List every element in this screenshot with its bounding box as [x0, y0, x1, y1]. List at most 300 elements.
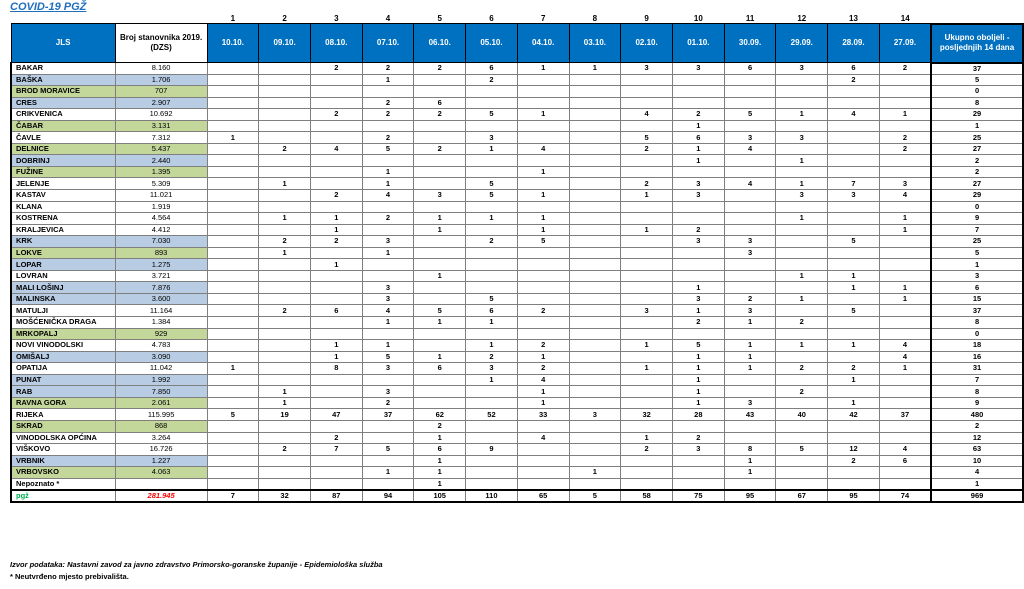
case-count-cell	[828, 155, 880, 167]
case-count-cell: 4	[362, 305, 414, 317]
date-header: 01.10.	[672, 24, 724, 63]
case-count-cell	[776, 86, 828, 98]
case-count-cell: 1	[672, 305, 724, 317]
case-count-cell	[776, 351, 828, 363]
case-count-cell	[466, 328, 518, 340]
case-count-cell	[724, 86, 776, 98]
case-count-cell: 1	[724, 340, 776, 352]
municipality-name: ČAVLE	[11, 132, 115, 144]
case-count-cell: 3	[362, 282, 414, 294]
population-cell: 7.030	[115, 236, 207, 248]
case-count-cell	[517, 155, 569, 167]
case-count-cell: 1	[724, 467, 776, 479]
case-count-cell: 3	[414, 190, 466, 202]
table-row	[11, 409, 1023, 421]
case-count-cell: 1	[672, 143, 724, 155]
population-cell: 5.309	[115, 178, 207, 190]
case-count-cell: 1	[828, 270, 880, 282]
case-count-cell: 1	[776, 293, 828, 305]
case-count-cell	[259, 109, 311, 121]
total-cell: 2	[931, 166, 1023, 178]
case-count-cell: 4	[879, 190, 931, 202]
case-count-cell	[466, 259, 518, 271]
case-count-cell	[828, 224, 880, 236]
population-cell: 3.600	[115, 293, 207, 305]
case-count-cell	[828, 143, 880, 155]
case-count-cell: 2	[621, 178, 673, 190]
total-cell: 0	[931, 201, 1023, 213]
total-cell: 15	[931, 293, 1023, 305]
case-count-cell	[828, 328, 880, 340]
case-count-cell	[207, 178, 259, 190]
date-header: 29.09.	[776, 24, 828, 63]
daily-total-cell: 105	[414, 490, 466, 502]
total-cell: 1	[931, 120, 1023, 132]
case-count-cell: 3	[569, 409, 621, 421]
case-count-cell	[776, 97, 828, 109]
case-count-cell	[621, 270, 673, 282]
day-number-row	[11, 14, 1023, 24]
case-count-cell: 3	[724, 305, 776, 317]
case-count-cell: 1	[466, 213, 518, 225]
case-count-cell: 2	[879, 143, 931, 155]
municipality-name: RAVNA GORA	[11, 397, 115, 409]
case-count-cell	[828, 432, 880, 444]
case-count-cell	[466, 201, 518, 213]
case-count-cell: 33	[517, 409, 569, 421]
case-count-cell	[414, 166, 466, 178]
population-cell: 3.131	[115, 120, 207, 132]
case-count-cell	[259, 282, 311, 294]
case-count-cell: 6	[310, 305, 362, 317]
population-cell: 1.395	[115, 166, 207, 178]
case-count-cell	[259, 201, 311, 213]
case-count-cell	[310, 97, 362, 109]
case-count-cell: 1	[569, 467, 621, 479]
municipality-name: MALINSKA	[11, 293, 115, 305]
municipality-name: RAB	[11, 386, 115, 398]
case-count-cell: 1	[517, 397, 569, 409]
case-count-cell	[207, 444, 259, 456]
case-count-cell	[414, 74, 466, 86]
case-count-cell: 5	[466, 293, 518, 305]
case-count-cell: 2	[362, 397, 414, 409]
case-count-cell: 3	[362, 386, 414, 398]
total-cell: 27	[931, 143, 1023, 155]
case-count-cell: 7	[310, 444, 362, 456]
table-row	[11, 178, 1023, 190]
case-count-cell	[207, 386, 259, 398]
total-cell: 37	[931, 305, 1023, 317]
municipality-name: JELENJE	[11, 178, 115, 190]
population-cell: 707	[115, 86, 207, 98]
municipality-name: OPATIJA	[11, 363, 115, 375]
table-row	[11, 328, 1023, 340]
case-count-cell: 3	[724, 132, 776, 144]
case-count-cell: 1	[672, 155, 724, 167]
pgz-label: pgž	[11, 490, 115, 502]
case-count-cell	[879, 270, 931, 282]
date-header: 02.10.	[621, 24, 673, 63]
municipality-name: LOPAR	[11, 259, 115, 271]
population-cell: 1.706	[115, 74, 207, 86]
case-count-cell	[259, 190, 311, 202]
case-count-cell	[207, 143, 259, 155]
case-count-cell	[466, 478, 518, 490]
case-count-cell	[879, 74, 931, 86]
case-count-cell	[414, 132, 466, 144]
case-count-cell: 1	[259, 213, 311, 225]
case-count-cell	[310, 282, 362, 294]
case-count-cell	[621, 166, 673, 178]
case-count-cell	[828, 478, 880, 490]
total-cell: 5	[931, 247, 1023, 259]
case-count-cell	[621, 455, 673, 467]
case-count-cell	[310, 201, 362, 213]
case-count-cell: 1	[776, 340, 828, 352]
case-count-cell	[672, 166, 724, 178]
case-count-cell	[207, 190, 259, 202]
case-count-cell: 1	[776, 109, 828, 121]
case-count-cell	[466, 155, 518, 167]
case-count-cell: 5	[362, 444, 414, 456]
case-count-cell: 8	[310, 363, 362, 375]
case-count-cell	[414, 397, 466, 409]
case-count-cell	[259, 120, 311, 132]
case-count-cell: 6	[879, 455, 931, 467]
case-count-cell	[517, 478, 569, 490]
case-count-cell: 1	[517, 224, 569, 236]
case-count-cell: 2	[672, 224, 724, 236]
population-cell: 3.721	[115, 270, 207, 282]
total-row	[11, 490, 1023, 502]
case-count-cell: 1	[414, 351, 466, 363]
case-count-cell	[724, 74, 776, 86]
case-count-cell	[414, 374, 466, 386]
case-count-cell	[879, 432, 931, 444]
municipality-name: VRBOVSKO	[11, 467, 115, 479]
case-count-cell	[517, 132, 569, 144]
date-header: 27.09.	[879, 24, 931, 63]
case-count-cell	[621, 247, 673, 259]
case-count-cell: 4	[517, 374, 569, 386]
day-number: 1	[230, 14, 236, 23]
case-count-cell	[879, 166, 931, 178]
case-count-cell: 1	[879, 293, 931, 305]
case-count-cell	[569, 109, 621, 121]
case-count-cell: 2	[672, 109, 724, 121]
case-count-cell: 5	[672, 340, 724, 352]
case-count-cell	[517, 328, 569, 340]
case-count-cell: 3	[672, 444, 724, 456]
population-cell: 8.160	[115, 63, 207, 75]
case-count-cell	[414, 86, 466, 98]
case-count-cell	[569, 132, 621, 144]
case-count-cell	[569, 351, 621, 363]
population-cell: 868	[115, 420, 207, 432]
case-count-cell	[879, 328, 931, 340]
case-count-cell	[879, 247, 931, 259]
case-count-cell: 8	[724, 444, 776, 456]
case-count-cell	[569, 478, 621, 490]
case-count-cell: 5	[776, 444, 828, 456]
case-count-cell: 1	[259, 386, 311, 398]
case-count-cell	[776, 328, 828, 340]
date-header: 03.10.	[569, 24, 621, 63]
table-row	[11, 444, 1023, 456]
municipality-name: MOŠĆENIČKA DRAGA	[11, 317, 115, 329]
total-cell: 3	[931, 270, 1023, 282]
case-count-cell	[776, 420, 828, 432]
population-cell: 11.021	[115, 190, 207, 202]
case-count-cell: 5	[828, 305, 880, 317]
case-count-cell: 37	[879, 409, 931, 421]
case-count-cell: 3	[362, 363, 414, 375]
case-count-cell	[776, 397, 828, 409]
case-count-cell	[569, 444, 621, 456]
case-count-cell: 2	[828, 363, 880, 375]
case-count-cell: 9	[466, 444, 518, 456]
daily-total-cell: 87	[310, 490, 362, 502]
case-count-cell	[414, 155, 466, 167]
table-row	[11, 166, 1023, 178]
population-header: Broj stanovnika 2019. (DZS)	[115, 24, 207, 63]
case-count-cell	[724, 155, 776, 167]
table-row	[11, 467, 1023, 479]
case-count-cell: 42	[828, 409, 880, 421]
case-count-cell	[828, 97, 880, 109]
case-count-cell	[569, 201, 621, 213]
case-count-cell	[310, 455, 362, 467]
case-count-cell: 2	[362, 63, 414, 75]
case-count-cell: 2	[310, 63, 362, 75]
case-count-cell	[259, 467, 311, 479]
municipality-name: RIJEKA	[11, 409, 115, 421]
case-count-cell	[672, 213, 724, 225]
total-cell: 1	[931, 478, 1023, 490]
population-cell: 4.063	[115, 467, 207, 479]
case-count-cell	[776, 432, 828, 444]
case-count-cell: 3	[776, 132, 828, 144]
table-row	[11, 86, 1023, 98]
population-cell: 4.412	[115, 224, 207, 236]
case-count-cell: 1	[828, 374, 880, 386]
case-count-cell: 28	[672, 409, 724, 421]
municipality-name: MALI LOŠINJ	[11, 282, 115, 294]
footnote: * Neutvrđeno mjesto prebivališta.	[10, 572, 129, 581]
case-count-cell: 5	[466, 109, 518, 121]
case-count-cell	[621, 201, 673, 213]
case-count-cell: 40	[776, 409, 828, 421]
case-count-cell	[879, 120, 931, 132]
case-count-cell	[879, 259, 931, 271]
total-cell: 10	[931, 455, 1023, 467]
municipality-name: DOBRINJ	[11, 155, 115, 167]
case-count-cell: 5	[362, 143, 414, 155]
municipality-name: FUŽINE	[11, 166, 115, 178]
date-header: 28.09.	[828, 24, 880, 63]
case-count-cell: 2	[672, 432, 724, 444]
case-count-cell	[724, 213, 776, 225]
day-number: 5	[437, 14, 442, 23]
case-count-cell: 6	[828, 63, 880, 75]
daily-total-cell: 7	[207, 490, 259, 502]
case-count-cell: 1	[621, 340, 673, 352]
case-count-cell	[672, 328, 724, 340]
case-count-cell: 5	[466, 190, 518, 202]
case-count-cell: 2	[517, 363, 569, 375]
case-count-cell: 3	[362, 293, 414, 305]
case-count-cell: 3	[621, 63, 673, 75]
case-count-cell: 1	[466, 374, 518, 386]
case-count-cell: 1	[362, 467, 414, 479]
case-count-cell: 3	[724, 236, 776, 248]
total-cell: 8	[931, 97, 1023, 109]
case-count-cell	[310, 328, 362, 340]
table-row	[11, 340, 1023, 352]
day-number: 9	[644, 14, 649, 23]
case-count-cell	[466, 224, 518, 236]
case-count-cell: 1	[828, 282, 880, 294]
case-count-cell	[517, 97, 569, 109]
case-count-cell	[207, 224, 259, 236]
case-count-cell	[207, 282, 259, 294]
table-row	[11, 143, 1023, 155]
case-count-cell: 1	[362, 74, 414, 86]
case-count-cell	[621, 74, 673, 86]
table-row	[11, 478, 1023, 490]
case-count-cell	[259, 97, 311, 109]
total-cell: 7	[931, 374, 1023, 386]
case-count-cell	[724, 432, 776, 444]
case-count-cell	[310, 467, 362, 479]
municipality-name: KRK	[11, 236, 115, 248]
case-count-cell: 1	[414, 467, 466, 479]
case-count-cell	[879, 305, 931, 317]
case-count-cell: 1	[310, 259, 362, 271]
case-count-cell: 6	[466, 63, 518, 75]
case-count-cell	[207, 305, 259, 317]
municipality-name: PUNAT	[11, 374, 115, 386]
case-count-cell: 1	[362, 340, 414, 352]
case-count-cell	[776, 455, 828, 467]
case-count-cell: 52	[466, 409, 518, 421]
table-row	[11, 190, 1023, 202]
case-count-cell	[466, 120, 518, 132]
case-count-cell	[310, 317, 362, 329]
case-count-cell	[776, 201, 828, 213]
municipality-name: BROD MORAVICE	[11, 86, 115, 98]
municipality-name: OMIŠALJ	[11, 351, 115, 363]
total-cell: 8	[931, 386, 1023, 398]
case-count-cell	[621, 374, 673, 386]
case-count-cell	[207, 293, 259, 305]
case-count-cell	[569, 74, 621, 86]
table-row	[11, 213, 1023, 225]
case-count-cell	[207, 455, 259, 467]
case-count-cell	[621, 97, 673, 109]
case-count-cell: 1	[310, 213, 362, 225]
case-count-cell	[828, 293, 880, 305]
grand-total-cell: 969	[931, 490, 1023, 502]
case-count-cell	[466, 97, 518, 109]
population-cell: 893	[115, 247, 207, 259]
case-count-cell: 1	[362, 247, 414, 259]
case-count-cell	[517, 444, 569, 456]
case-count-cell	[517, 282, 569, 294]
case-count-cell: 1	[569, 63, 621, 75]
case-count-cell	[569, 386, 621, 398]
case-count-cell	[621, 467, 673, 479]
case-count-cell	[828, 213, 880, 225]
case-count-cell	[207, 201, 259, 213]
case-count-cell: 2	[310, 109, 362, 121]
case-count-cell: 1	[259, 397, 311, 409]
municipality-name: LOKVE	[11, 247, 115, 259]
municipality-name: NOVI VINODOLSKI	[11, 340, 115, 352]
case-count-cell: 1	[259, 178, 311, 190]
case-count-cell	[259, 432, 311, 444]
case-count-cell	[466, 397, 518, 409]
case-count-cell	[259, 259, 311, 271]
case-count-cell: 2	[517, 340, 569, 352]
case-count-cell	[621, 317, 673, 329]
case-count-cell	[569, 270, 621, 282]
municipality-name: DELNICE	[11, 143, 115, 155]
case-count-cell	[828, 420, 880, 432]
case-count-cell: 5	[466, 178, 518, 190]
case-count-cell	[466, 270, 518, 282]
case-count-cell: 2	[621, 444, 673, 456]
municipality-name: Nepoznato *	[11, 478, 115, 490]
case-count-cell: 3	[724, 247, 776, 259]
case-count-cell	[517, 178, 569, 190]
case-count-cell	[672, 74, 724, 86]
case-count-cell	[776, 305, 828, 317]
case-count-cell: 5	[207, 409, 259, 421]
case-count-cell: 5	[828, 236, 880, 248]
population-cell: 2.907	[115, 97, 207, 109]
spacer-cell	[115, 14, 207, 24]
population-cell: 1.384	[115, 317, 207, 329]
case-count-cell	[310, 247, 362, 259]
table-row	[11, 282, 1023, 294]
case-count-cell: 4	[879, 351, 931, 363]
municipality-name: VINODOLSKA OPĆINA	[11, 432, 115, 444]
case-count-cell	[569, 420, 621, 432]
total-cell: 27	[931, 178, 1023, 190]
pgz-population: 281.945	[115, 490, 207, 502]
case-count-cell	[672, 420, 724, 432]
day-number: 10	[693, 14, 703, 23]
total-cell: 480	[931, 409, 1023, 421]
case-count-cell	[517, 86, 569, 98]
municipality-name: ČABAR	[11, 120, 115, 132]
case-count-cell: 3	[828, 190, 880, 202]
population-cell: 11.042	[115, 363, 207, 375]
case-count-cell: 1	[414, 270, 466, 282]
case-count-cell: 2	[259, 236, 311, 248]
case-count-cell: 1	[466, 340, 518, 352]
case-count-cell	[362, 120, 414, 132]
total-cell: 37	[931, 63, 1023, 75]
table-row	[11, 420, 1023, 432]
case-count-cell	[621, 259, 673, 271]
case-count-cell	[207, 120, 259, 132]
case-count-cell	[207, 432, 259, 444]
case-count-cell	[362, 478, 414, 490]
case-count-cell: 5	[414, 305, 466, 317]
